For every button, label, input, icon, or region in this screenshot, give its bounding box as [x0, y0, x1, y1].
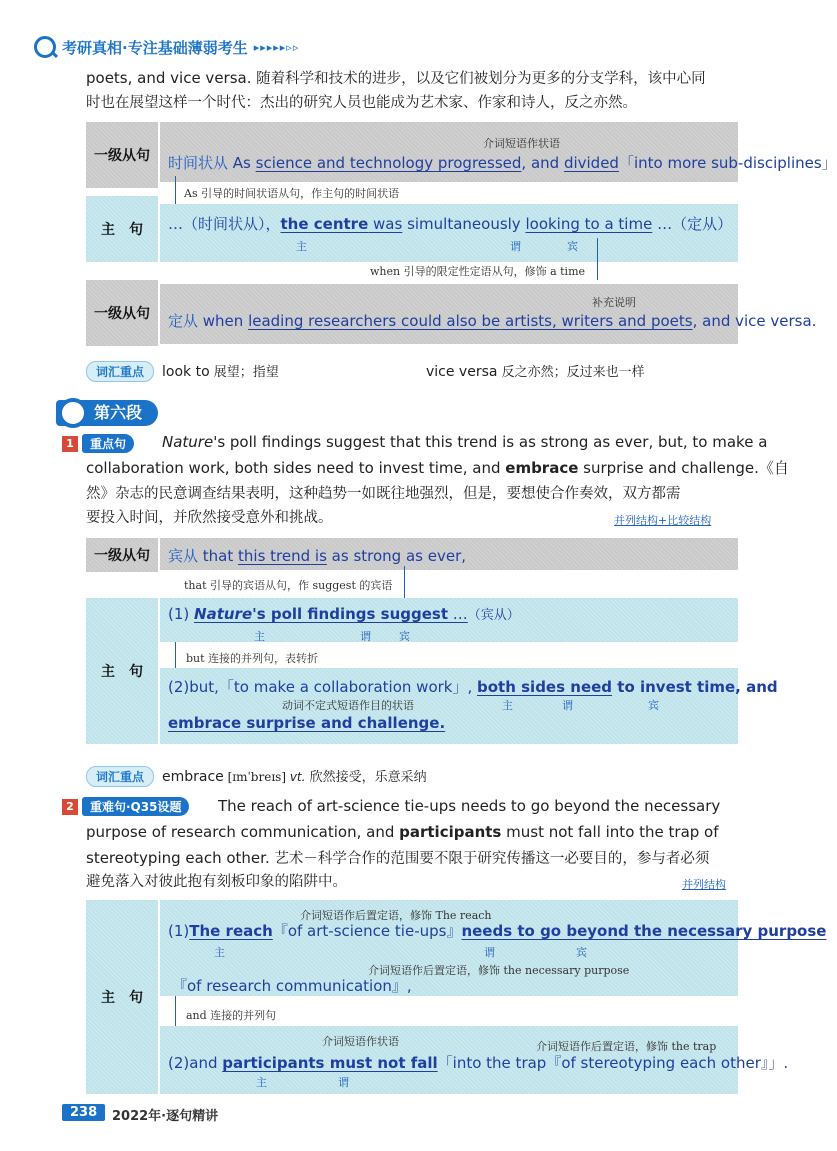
b2-role-object: 宾	[399, 630, 410, 643]
vocab2-pos: vt.	[289, 770, 306, 784]
main-prefix: …（时间状从），	[168, 215, 281, 233]
clause1-and: , and	[521, 154, 564, 172]
main-suffix: …（定从）	[652, 215, 733, 233]
obj-strong: as strong as ever,	[326, 547, 467, 565]
block1-connector-1	[175, 176, 176, 206]
block1-main-sentence	[168, 213, 732, 234]
s2-tag: 重难句·Q35设题	[82, 797, 189, 816]
s2-line3-cn: 艺术－科学合作的范围要不限于研究传播这一必要目的，参与者必须	[269, 851, 710, 867]
block1-label-cell-3	[86, 280, 158, 346]
block2-connector-2	[175, 642, 176, 668]
vocab2-phonetic: [ɪmˈbreɪs]	[223, 770, 290, 784]
s1-nature: Nature	[162, 433, 214, 451]
clause1-as: As	[228, 154, 256, 172]
b2-role-subject: 主	[254, 630, 265, 643]
b2-role2-predicate: 谓	[562, 699, 573, 712]
b2-role-predicate: 谓	[360, 630, 371, 643]
section-q-icon	[58, 398, 88, 428]
clause1-science: science and technology progressed	[255, 154, 522, 172]
block3-connector	[175, 996, 176, 1026]
block3-note-mid: 介词短语作后置定语，修饰 the necessary purpose	[368, 964, 630, 977]
block1-note-2: when 引导的限定性定语从句，修饰 a time	[370, 265, 586, 278]
s2-participants: participants	[399, 823, 502, 841]
role-object: 宾	[567, 240, 578, 253]
vocab1-item2	[426, 361, 645, 380]
vocab2-item	[162, 766, 427, 785]
block3-note-adv: 介词短语作状语	[322, 1035, 399, 1048]
block2-note-2: but 连接的并列句，表转折	[186, 652, 319, 665]
b3-role-object: 宾	[576, 946, 587, 959]
block2-inf-note: 动词不定式短语作目的状语	[282, 699, 414, 712]
s2-line3-en: stereotyping each other.	[86, 849, 270, 867]
obj-subject: this trend	[238, 547, 311, 565]
l3-and: (2)and	[168, 1054, 223, 1072]
clause1-divided: divided	[563, 154, 619, 172]
section-title: 第六段	[56, 400, 158, 426]
intro-cn-2: 时也在展望这样一个时代：杰出的研究人员也能成为艺术家、作家和诗人，反之亦然。	[86, 95, 637, 111]
block3-label: 主 句	[101, 990, 143, 1006]
block3-note-trap: 介词短语作后置定语，修饰 the trap	[536, 1040, 717, 1053]
obj-that: that	[198, 547, 239, 565]
header-arrows-icon: ▸▸▸▸▸▹▹	[253, 40, 300, 54]
s1-line1-rest: 's poll findings suggest that this trend is as strong as ever, but, to make a	[213, 433, 768, 451]
l3-subject: participants	[222, 1054, 325, 1072]
s1-line4: 要投入时间，并欣然接受意外和挑战。	[86, 510, 333, 526]
intro-cn-1: 随着科学和技术的进步，以及它们被划分为更多的分支学科，该中心同	[251, 71, 706, 87]
s2-line2-c: must not fall into the trap of	[501, 823, 719, 841]
s1-embrace: embrace	[505, 459, 579, 477]
l1-object: the necessary purpose	[628, 922, 827, 940]
block2-main2-line2	[168, 714, 445, 732]
main-was: was	[368, 215, 403, 233]
m1-ellipsis: …	[448, 605, 468, 623]
s2-number: 2	[62, 799, 78, 815]
block2-label-1: 一级从句	[94, 548, 150, 564]
s1-line2-c: surprise and challenge.《自	[578, 459, 789, 477]
block2-label-cell-1	[86, 538, 158, 572]
block3-line2: 『of research communication』,	[172, 977, 412, 995]
m2-but: (2)but,「to make a collaboration work」,	[168, 678, 478, 696]
b3-role-subject: 主	[214, 946, 225, 959]
block2-obj-sentence	[168, 545, 466, 566]
block3-label-cell	[86, 900, 158, 1094]
rel-when: when	[198, 312, 249, 330]
l1-predicate: needs to go beyond	[461, 922, 629, 940]
s1-structure: 并列结构+比较结构	[614, 514, 712, 527]
block2-main1-sentence	[168, 604, 520, 623]
footer-title: 2022年·逐句精讲	[112, 1109, 219, 1124]
main-looking: looking to a time	[525, 215, 653, 233]
s1-line3: 然》杂志的民意调查结果表明，这种趋势一如既往地强烈，但是，要想使合作奏效，双方都需	[86, 486, 681, 502]
s2-line2	[86, 820, 719, 844]
m2-need: need	[565, 678, 613, 696]
block1-label-1: 一级从句	[94, 148, 150, 164]
block2-main2-sentence	[168, 676, 778, 697]
vocab2-word: embrace	[162, 769, 224, 785]
block1-note-1: As 引导的时间状语从句，作主句的时间状语	[184, 187, 400, 200]
main-subject: the centre	[280, 215, 369, 233]
m2-subject: both sides	[477, 678, 566, 696]
m1-obj-clause: （宾从）	[467, 608, 520, 623]
block1-label-cell-1	[86, 122, 158, 188]
rel-verb: could also be	[396, 312, 501, 330]
vocab2-tag: 词汇重点	[86, 766, 154, 787]
obj-is: is	[310, 547, 327, 565]
block3-line3	[168, 1052, 788, 1073]
b2-role2-object: 宾	[648, 699, 659, 712]
brand-q-icon	[34, 36, 56, 58]
s2-line1: The reach of art-science tie-ups needs to go beyond the necessary	[218, 797, 721, 815]
m1-nature: Nature	[194, 605, 253, 623]
intro-en: poets, and vice versa.	[86, 69, 252, 87]
b3-role-predicate: 谓	[484, 946, 495, 959]
clause1-into: 「into more sub-disciplines」	[618, 154, 837, 172]
b2-role2-subject: 主	[502, 699, 513, 712]
page-number: 238	[62, 1104, 105, 1121]
l1-of: 『of art-science tie-ups』	[272, 922, 462, 940]
s1-number: 1	[62, 436, 78, 452]
l1-num: (1)	[168, 922, 190, 940]
obj-clause-tag: 宾从	[168, 547, 199, 565]
b3-role2-predicate: 谓	[338, 1076, 349, 1089]
header-brand	[34, 36, 299, 58]
block1-clause1-sentence	[168, 152, 837, 173]
block3-note-top: 介词短语作后置定语，修饰 The reach	[300, 909, 492, 922]
block1-supp-note: 补充说明	[592, 296, 636, 309]
main-simul: simultaneously	[402, 215, 526, 233]
l3-predicate: must not fall	[324, 1054, 438, 1072]
block1-label-2: 主 句	[101, 222, 143, 238]
s1-line2	[86, 456, 789, 480]
rel-complement: artists, writers and poets	[500, 312, 693, 330]
vocab1-item1-cn: 展望；指望	[209, 365, 279, 380]
l1-subject: The reach	[189, 922, 273, 940]
block1-connector-2	[597, 238, 598, 280]
brand-text: 考研真相·专注基础薄弱考生	[62, 38, 248, 57]
block3-note-and: and 连接的并列句	[186, 1009, 277, 1022]
block1-label-3: 一级从句	[94, 306, 150, 322]
m1-suggest: suggest	[375, 605, 449, 623]
block1-prep-note: 介词短语作状语	[483, 137, 560, 150]
block2-label-2: 主 句	[101, 664, 143, 680]
vocab1-item1	[162, 361, 279, 380]
vocab1-item2-en: vice versa	[426, 364, 498, 380]
block2-label-cell-2	[86, 598, 158, 744]
b3-role2-subject: 主	[256, 1076, 267, 1089]
role-subject: 主	[296, 240, 307, 253]
s1-tag: 重点句	[82, 434, 134, 453]
vocab2-cn: 欣然接受，乐意采纳	[305, 770, 427, 785]
s2-structure: 并列结构	[682, 878, 726, 891]
m2-invest: to invest time, and	[612, 678, 778, 696]
rel-clause-tag: 定从	[168, 312, 199, 330]
block3-line1	[168, 920, 826, 941]
vocab1-tag: 词汇重点	[86, 361, 154, 382]
rel-vice-versa: , and vice versa.	[692, 312, 817, 330]
block2-note-1: that 引导的宾语从句，作 suggest 的宾语	[184, 579, 393, 592]
block1-label-cell-2	[86, 196, 158, 262]
s2-line3	[86, 846, 709, 871]
m1-num: (1)	[168, 605, 195, 623]
l3-into: 「into the trap『of stereotyping each other』」.	[437, 1054, 789, 1072]
role-predicate: 谓	[510, 240, 521, 253]
time-clause-tag: 时间状从	[168, 154, 229, 172]
m1-findings: 's poll findings	[252, 605, 376, 623]
intro-paragraph	[86, 66, 746, 115]
s2-line4: 避免落入对彼此抱有刻板印象的陷阱中。	[86, 874, 347, 890]
m2-embrace: embrace surprise and challenge.	[168, 714, 446, 732]
s1-line2-a: collaboration work, both sides need to invest time, and	[86, 459, 506, 477]
block1-rel-sentence	[168, 310, 816, 331]
s1-line1	[162, 430, 767, 454]
vocab1-item2-cn: 反之亦然；反过来也一样	[497, 365, 645, 380]
rel-subject: leading researchers	[248, 312, 397, 330]
s2-line2-a: purpose of research communication, and	[86, 823, 400, 841]
vocab1-item1-en: look to	[162, 364, 210, 380]
